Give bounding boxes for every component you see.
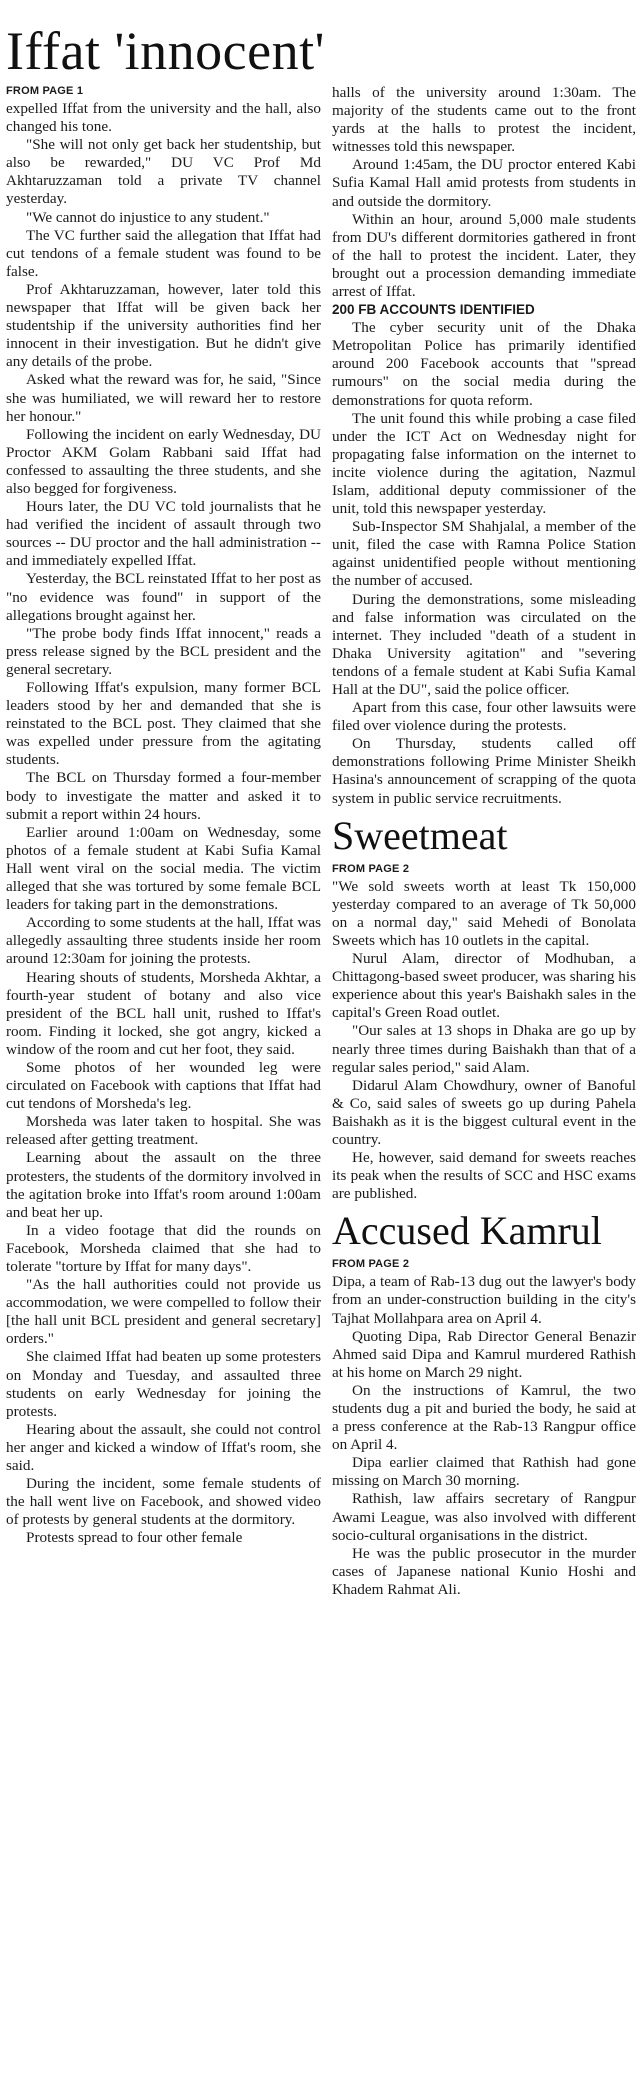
paragraph: "The probe body finds Iffat innocent," reads a press release signed by the BCL president and the general secretary. bbox=[6, 624, 321, 678]
paragraph: The VC further said the allegation that Iffat had cut tendons of a female student was found to be false. bbox=[6, 226, 321, 280]
paragraph: Dipa earlier claimed that Rathish had gone missing on March 30 morning. bbox=[332, 1454, 636, 1490]
paragraph: Didarul Alam Chowdhury, owner of Banoful & Co, said sales of sweets go up during Pahela Baishakh as it is the biggest cultural event in the country. bbox=[332, 1076, 636, 1148]
story-body-iffat-right bbox=[332, 84, 636, 301]
paragraph: Dipa, a team of Rab-13 dug out the lawyer's body from an under-construction building in the city's Tajhat Mollahpara area on April 4. bbox=[332, 1273, 636, 1327]
paragraph: Hours later, the DU VC told journalists that he had verified the incident of assault through two sources -- DU proctor and the hall administration -- and immediately expelled Iffat. bbox=[6, 498, 321, 570]
paragraph: During the demonstrations, some misleading and false information was circulated on the internet. They included "death of a student in Dhaka University agitation" and "severing tendons of a female student at Kabi Sufia Kamal Hall at the DU", said the police officer. bbox=[332, 590, 636, 698]
paragraph: Apart from this case, four other lawsuits were filed over violence during the protests. bbox=[332, 699, 636, 735]
right-column bbox=[332, 84, 636, 1599]
story-body-iffat-right-2 bbox=[332, 319, 636, 808]
paragraph: In a video footage that did the rounds on Facebook, Morsheda claimed that she had to tolerate "torture by Iffat for many days". bbox=[6, 1221, 321, 1275]
story-headline-iffat: Iffat 'innocent' bbox=[6, 21, 325, 81]
jump-line: FROM PAGE 1 bbox=[6, 85, 84, 97]
paragraph: Some photos of her wounded leg were circulated on Facebook with captions that Iffat had cut tendons of Morsheda's leg. bbox=[6, 1058, 321, 1113]
paragraph: Hearing shouts of students, Morsheda Akhtar, a fourth-year student of botany and also vice president of the BCL hall unit, rushed to Iffat's room. Finding it locked, she got angry, kicked a window of the room and cut her foot, they said. bbox=[6, 968, 321, 1058]
paragraph: On the instructions of Kamrul, the two students dug a pit and buried the body, he said at a press conference at the Rab-13 Rangpur office on April 4. bbox=[332, 1381, 636, 1454]
story-body-iffat-left bbox=[6, 100, 321, 1548]
paragraph: He, however, said demand for sweets reaches its peak when the results of SCC and HSC exams are published. bbox=[332, 1149, 636, 1203]
subheading: 200 FB ACCOUNTS IDENTIFIED bbox=[332, 302, 535, 318]
paragraph: "Our sales at 13 shops in Dhaka are go up by nearly three times during Baishakh than that of a regular sales period," said Alam. bbox=[332, 1022, 636, 1076]
jump-line: FROM PAGE 2 bbox=[332, 862, 410, 875]
paragraph: Morsheda was later taken to hospital. She was released after getting treatment. bbox=[6, 1113, 321, 1149]
paragraph: According to some students at the hall, Iffat was allegedly assaulting three students inside her room around 12:30am for joining the protests. bbox=[6, 914, 321, 968]
paragraph: "She will not only get back her studentship, but also be rewarded," DU VC Prof Md Akhtaruzzaman told a private TV channel yesterday. bbox=[6, 136, 321, 208]
newspaper-page bbox=[6, 4, 636, 2092]
paragraph: The unit found this while probing a case filed under the ICT Act on Wednesday night for propagating false information on the internet to incite violence during the agitation, Nazmul Islam, additional deputy commissioner of the unit, told this newspaper yesterday. bbox=[332, 409, 636, 518]
paragraph: Hearing about the assault, she could not control her anger and kicked a window of Iffat's room, she said. bbox=[6, 1420, 321, 1475]
paragraph: On Thursday, students called off demonstrations following Prime Minister Sheikh Hasina's announcement of scrapping of the quota system in public service recruitments. bbox=[332, 735, 636, 807]
paragraph: Nurul Alam, director of Modhuban, a Chittagong-based sweet producer, was sharing his experience about this year's Baishakh sales in the capital's Green Road outlet. bbox=[332, 950, 636, 1022]
story-body-accused-kamrul bbox=[332, 1273, 636, 1599]
paragraph: Asked what the reward was for, he said, "Since she was humiliated, we will reward her to restore her honour." bbox=[6, 371, 321, 425]
story-body-sweetmeat bbox=[332, 878, 636, 1204]
story-headline-sweetmeat: Sweetmeat bbox=[332, 812, 508, 858]
paragraph: Learning about the assault on the three protesters, the students of the dormitory involved in the agitation broke into Iffat's room around 1:00am and beat her up. bbox=[6, 1149, 321, 1221]
paragraph: "As the hall authorities could not provide us accommodation, we were compelled to follow their [the hall unit BCL president and general secretary] orders." bbox=[6, 1276, 321, 1348]
paragraph: She claimed Iffat had beaten up some protesters on Monday and Tuesday, and assaulted three students on early Wednesday for joining the protests. bbox=[6, 1348, 321, 1420]
paragraph: During the incident, some female students of the hall went live on Facebook, and showed video of protests by general students at the dormitory. bbox=[6, 1475, 321, 1529]
paragraph: The BCL on Thursday formed a four-member body to investigate the matter and asked it to submit a report within 24 hours. bbox=[6, 769, 321, 823]
paragraph: Following the incident on early Wednesday, DU Proctor AKM Golam Rabbani said Iffat had confessed to assaulting the three students, and she also begged for forgiveness. bbox=[6, 425, 321, 497]
paragraph: Rathish, law affairs secretary of Rangpur Awami League, was also involved with different socio-cultural organisations in the district. bbox=[332, 1490, 636, 1544]
paragraph: He was the public prosecutor in the murder cases of Japanese national Kunio Hoshi and Khadem Rahmat Ali. bbox=[332, 1544, 636, 1598]
paragraph: Earlier around 1:00am on Wednesday, some photos of a female student at Kabi Sufia Kamal Hall went viral on the social media. The victim alleged that she was tortured by some female BCL leaders for taking part in the demonstrations. bbox=[6, 823, 321, 914]
jump-line: FROM PAGE 2 bbox=[332, 1258, 410, 1271]
paragraph: expelled Iffat from the university and the hall, also changed his tone. bbox=[6, 100, 321, 136]
paragraph: The cyber security unit of the Dhaka Metropolitan Police has primarily identified around 200 Facebook accounts that "spread rumours" on the social media during the demonstrations for quota reform. bbox=[332, 319, 636, 409]
paragraph: Within an hour, around 5,000 male students from DU's different dormitories gathered in front of the hall to protest the incident. Later, they brought out a procession demanding immediate arrest of Iffat. bbox=[332, 210, 636, 301]
paragraph: Following Iffat's expulsion, many former BCL leaders stood by her and demanded that she is reinstated to the BCL post. They claimed that she was expelled under pressure from the agitating students. bbox=[6, 679, 321, 769]
paragraph: Quoting Dipa, Rab Director General Benazir Ahmed said Dipa and Kamrul murdered Rathish at his home on March 29 night. bbox=[332, 1327, 636, 1381]
left-column bbox=[6, 84, 321, 1548]
paragraph: halls of the university around 1:30am. The majority of the students came out to the front yards at the halls to protest the incident, witnesses told this newspaper. bbox=[332, 84, 636, 156]
paragraph: Sub-Inspector SM Shahjalal, a member of the unit, filed the case with Ramna Police Station against unidentified people without mentioning the number of accused. bbox=[332, 518, 636, 590]
paragraph: Prof Akhtaruzzaman, however, later told this newspaper that Iffat will be given back her studentship if the university authorities find her innocent in their investigation. But he didn't give any details of the probe. bbox=[6, 280, 321, 371]
paragraph: "We sold sweets worth at least Tk 150,000 yesterday compared to an average of Tk 50,000 on a normal day," said Mehedi of Bonolata Sweets which has 10 outlets in the capital. bbox=[332, 877, 636, 949]
paragraph: Yesterday, the BCL reinstated Iffat to her post as "no evidence was found" in support of the allegations brought against her. bbox=[6, 570, 321, 624]
paragraph: Around 1:45am, the DU proctor entered Kabi Sufia Kamal Hall amid protests from students in and outside the dormitory. bbox=[332, 156, 636, 210]
paragraph: Protests spread to four other female bbox=[26, 1529, 243, 1547]
story-headline-accused-kamrul: Accused Kamrul bbox=[332, 1208, 602, 1254]
paragraph: "We cannot do injustice to any student." bbox=[26, 208, 270, 226]
